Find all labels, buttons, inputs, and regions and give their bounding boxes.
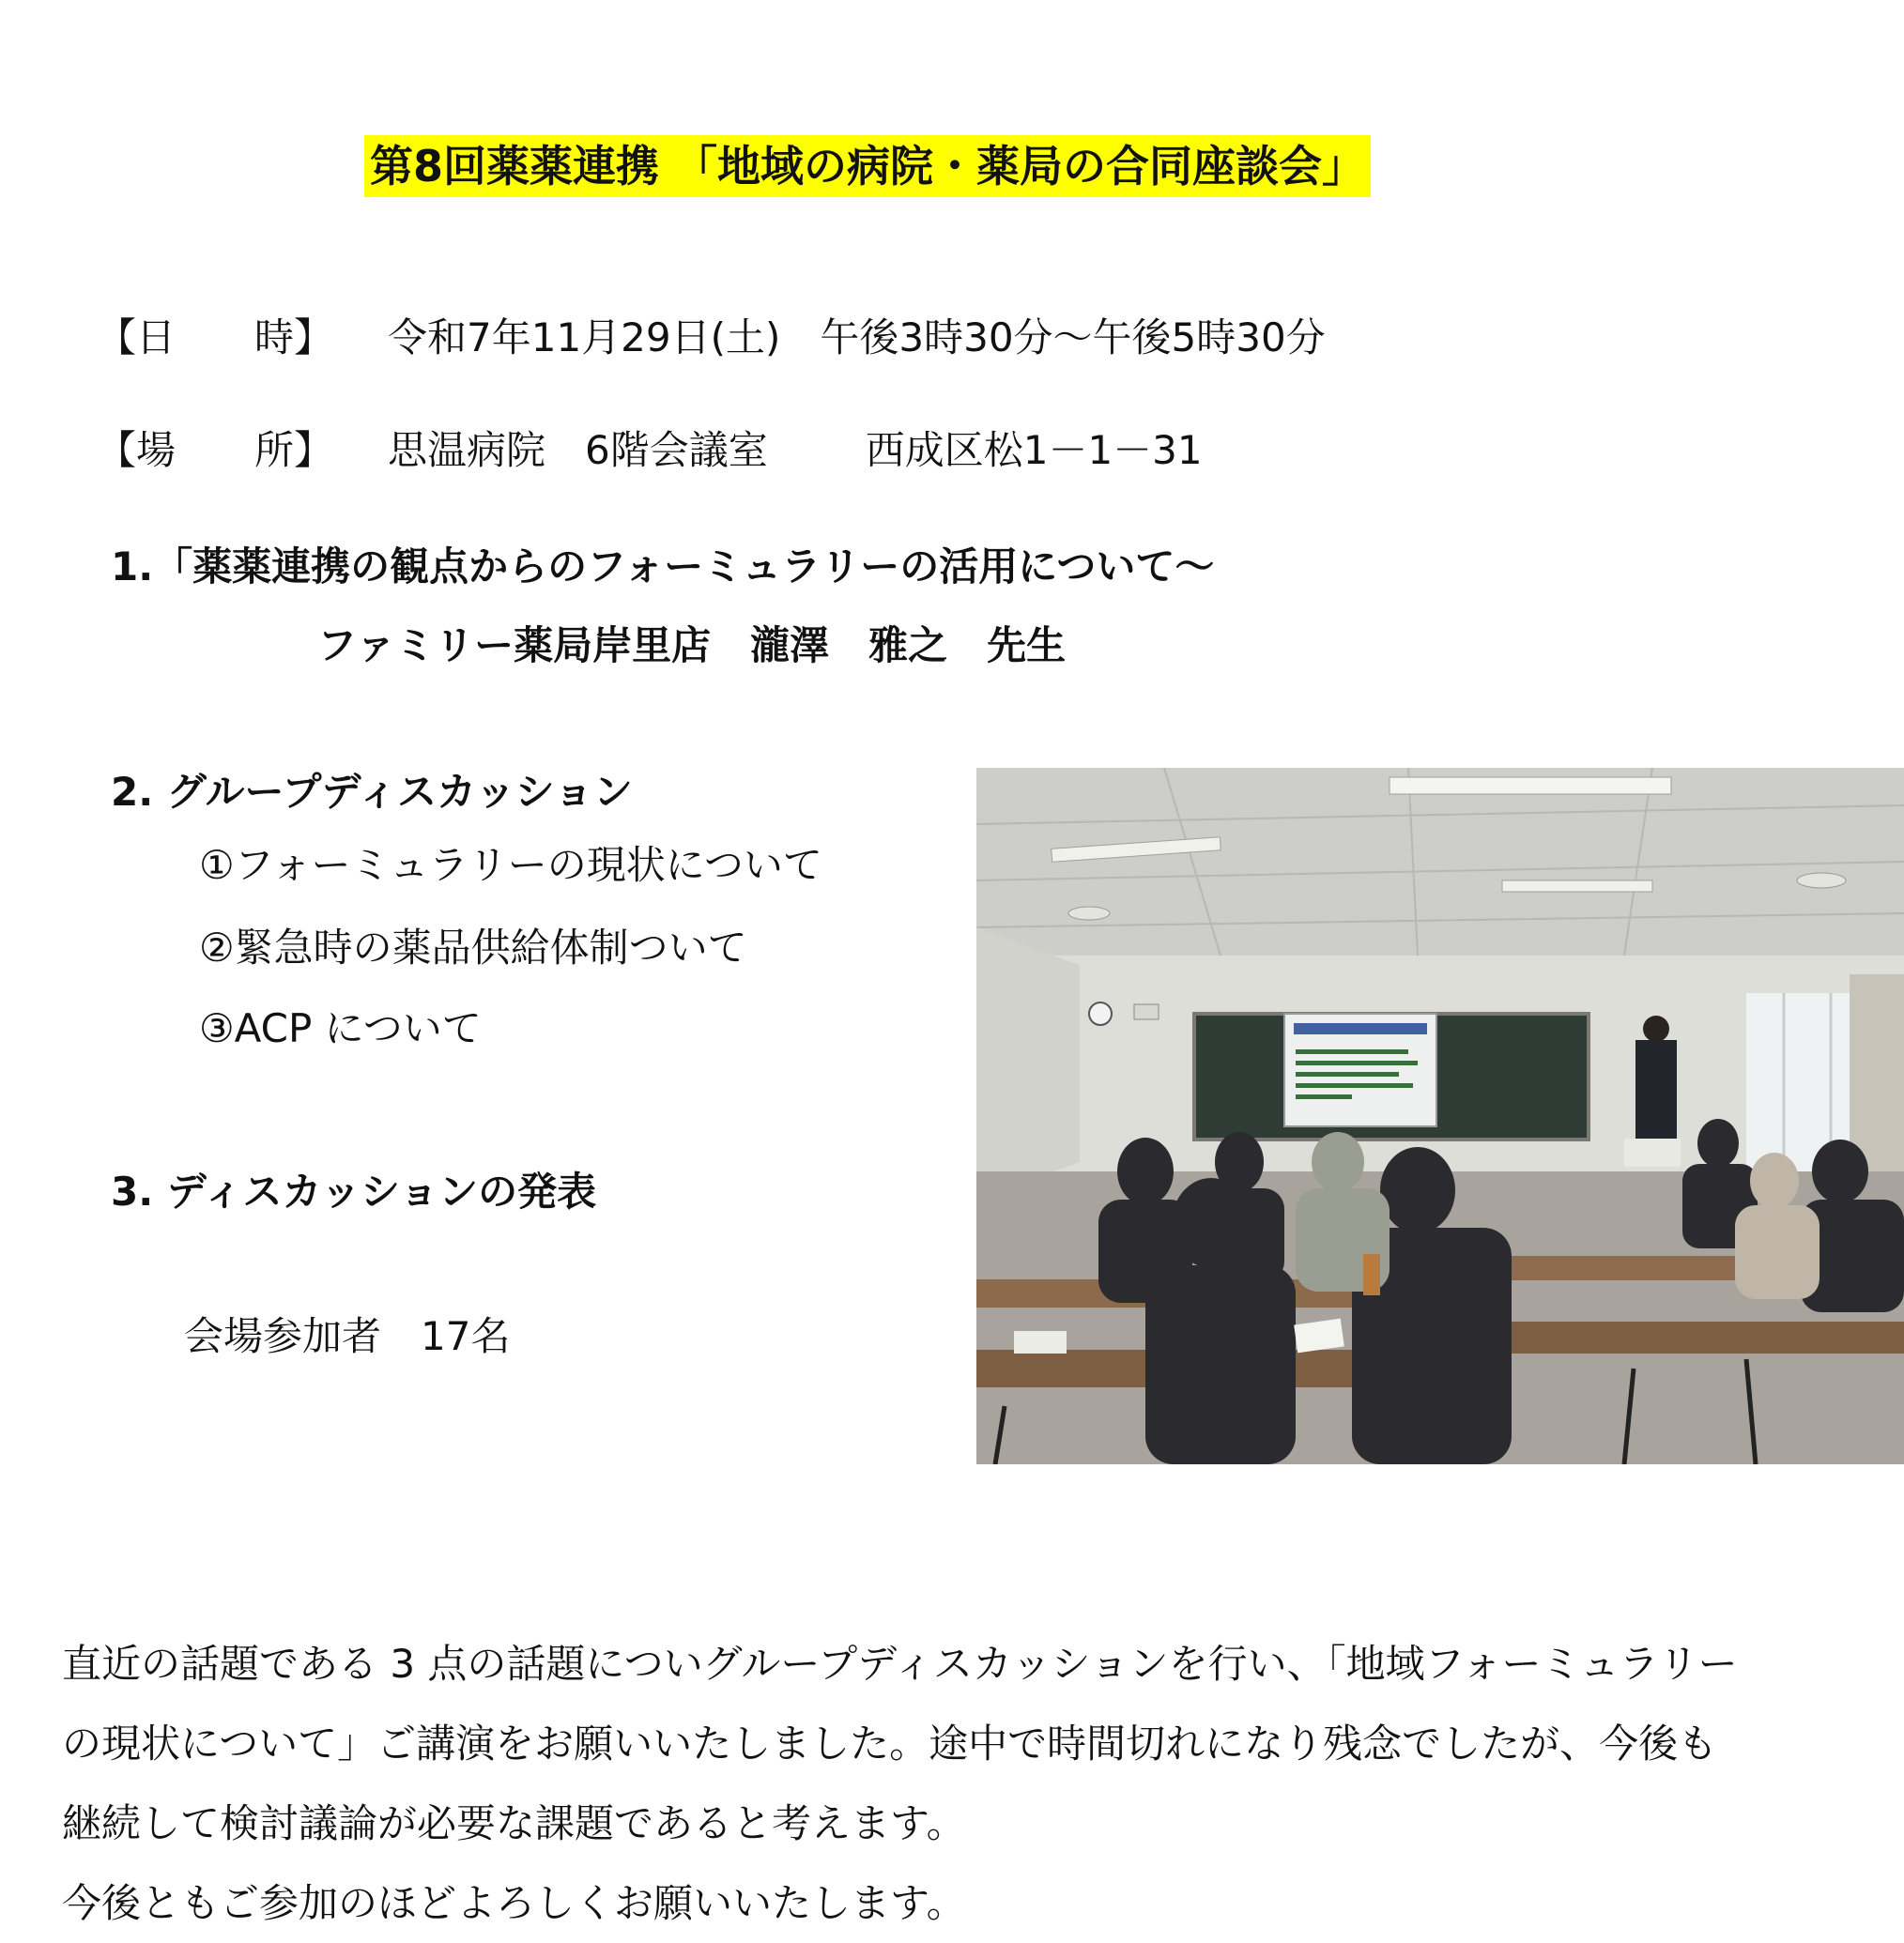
summary-line-1: 直近の話題である 3 点の話題についグループディスカッションを行い、「地域フォーミュラリー bbox=[62, 1641, 1738, 1687]
document-title: 第8回薬薬連携 「地域の病院・薬局の合同座談会」 bbox=[364, 135, 1371, 197]
agenda-item-2-heading: 2. グループディスカッション bbox=[111, 769, 633, 815]
venue-row bbox=[97, 422, 1203, 479]
datetime-label: 【日 時】 bbox=[97, 314, 334, 360]
discussion-topic-2: ②緊急時の薬品供給体制ついて bbox=[199, 925, 747, 971]
agenda-item-1-heading: 1.「薬薬連携の観点からのフォーミュラリーの活用について～ bbox=[111, 543, 1215, 589]
summary-line-3: 継続して検討議論が必要な課題であると考えます。 bbox=[62, 1800, 966, 1846]
venue-label: 【場 所】 bbox=[97, 427, 334, 473]
discussion-topic-3: ③ACP について bbox=[199, 1005, 482, 1051]
meeting-room-photo bbox=[976, 768, 1904, 1464]
agenda-item-1-speaker: ファミリー薬局岸里店 瀧澤 雅之 先生 bbox=[317, 622, 1067, 668]
agenda-item-3-heading: 3. ディスカッションの発表 bbox=[111, 1169, 597, 1215]
datetime-row bbox=[97, 310, 1326, 366]
summary-line-2: の現状について」ご講演をお願いいたしました。途中で時間切れになり残念でしたが、今後も bbox=[62, 1721, 1718, 1767]
venue-value: 思温病院 6階会議室 bbox=[388, 427, 768, 473]
attendee-count: 会場参加者 17名 bbox=[184, 1313, 511, 1359]
summary-line-4: 今後ともご参加のほどよろしくお願いいたします。 bbox=[62, 1880, 966, 1926]
venue-address: 西成区松1－1－31 bbox=[865, 427, 1203, 473]
discussion-topic-1: ①フォーミュラリーの現状について bbox=[199, 842, 822, 888]
summary-text bbox=[62, 1624, 1893, 1943]
datetime-value: 令和7年11月29日(土) 午後3時30分～午後5時30分 bbox=[388, 314, 1326, 360]
